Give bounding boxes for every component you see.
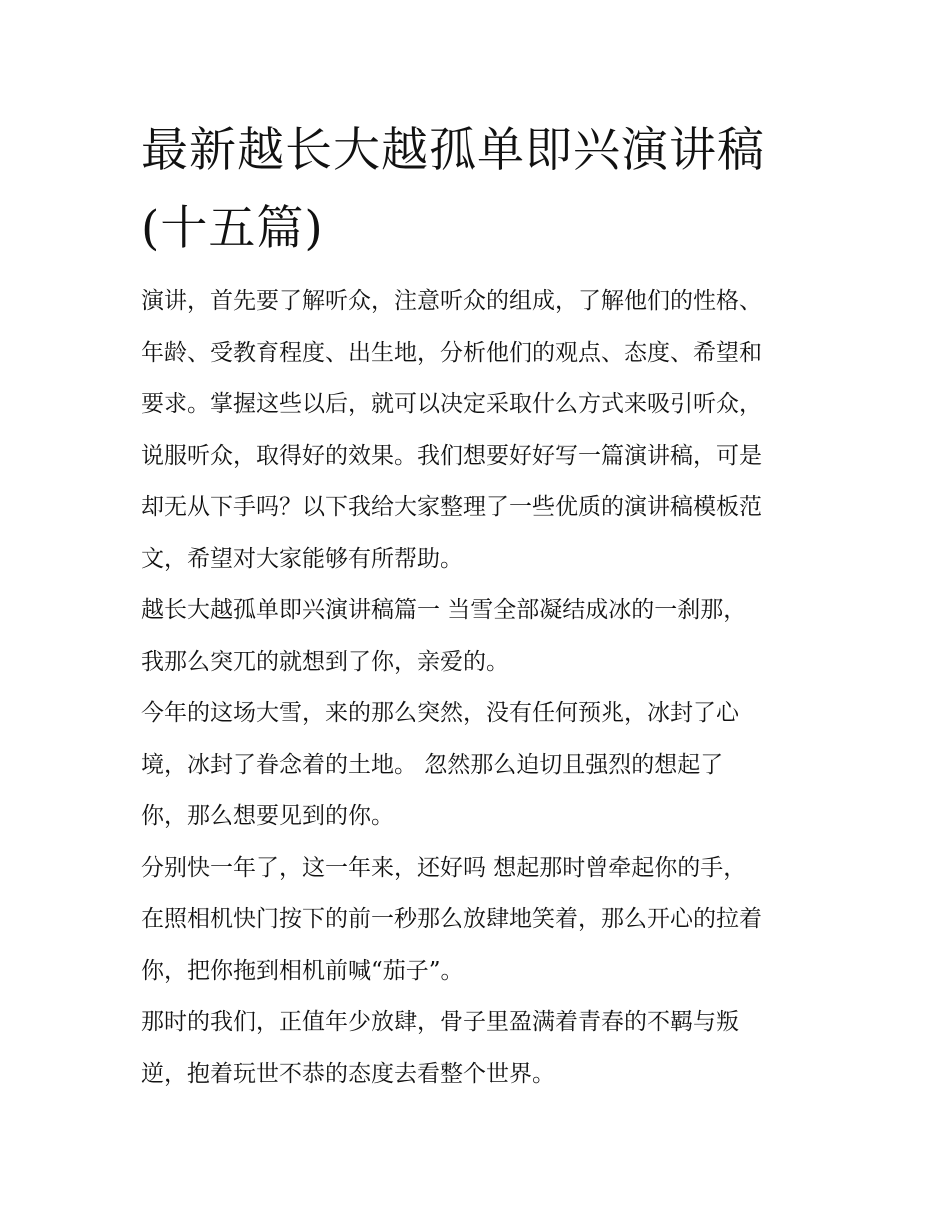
- text-line: 你，那么想要见到的你。: [141, 803, 394, 829]
- text-line: 境，冰封了眷念着的土地。 忽然那么迫切且强烈的想起了: [141, 751, 724, 778]
- text-line: 我那么突兀的就想到了你，亲爱的。: [141, 648, 509, 675]
- document-page: [141, 112, 821, 1100]
- paragraph-section-one-opening: [141, 585, 821, 688]
- text-line: 越长大越孤单即兴演讲稿篇一 当雪全部凝结成冰的一刹那，: [141, 597, 747, 623]
- text-line: 却无从下手吗？以下我给大家整理了一些优质的演讲稿模板范: [141, 494, 762, 520]
- text-line: 年龄、受教育程度、出生地，分析他们的观点、态度、希望和: [141, 339, 762, 366]
- text-line: 要求。掌握这些以后，就可以决定采取什么方式来吸引听众，: [141, 391, 762, 417]
- text-line: 文，希望对大家能够有所帮助。: [141, 545, 463, 572]
- text-line: 那时的我们，正值年少放肆，骨子里盈满着青春的不羁与叛: [141, 1009, 739, 1035]
- text-line: 在照相机快门按下的前一秒那么放肆地笑着，那么开心的拉着: [141, 906, 762, 932]
- text-line: 演讲，首先要了解听众，注意听众的组成，了解他们的性格、: [141, 288, 762, 314]
- title-line-2: (十五篇): [141, 201, 324, 256]
- document-title: [141, 112, 821, 268]
- title-line-1: 最新越长大越孤单即兴演讲稿: [141, 123, 765, 178]
- paragraph-snow: [141, 688, 821, 843]
- text-line: 分别快一年了，这一年来，还好吗 想起那时曾牵起你的手，: [141, 854, 747, 881]
- paragraph-intro: [141, 276, 821, 585]
- paragraph-memory: [141, 843, 821, 998]
- text-line: 你，把你拖到相机前喊“茄子”。: [141, 957, 464, 984]
- text-line: 今年的这场大雪，来的那么突然，没有任何预兆，冰封了心: [141, 700, 739, 726]
- text-line: 逆，抱着玩世不恭的态度去看整个世界。: [141, 1060, 555, 1087]
- text-line: 说服听众，取得好的效果。我们想要好好写一篇演讲稿，可是: [141, 442, 762, 469]
- paragraph-youth: [141, 997, 821, 1100]
